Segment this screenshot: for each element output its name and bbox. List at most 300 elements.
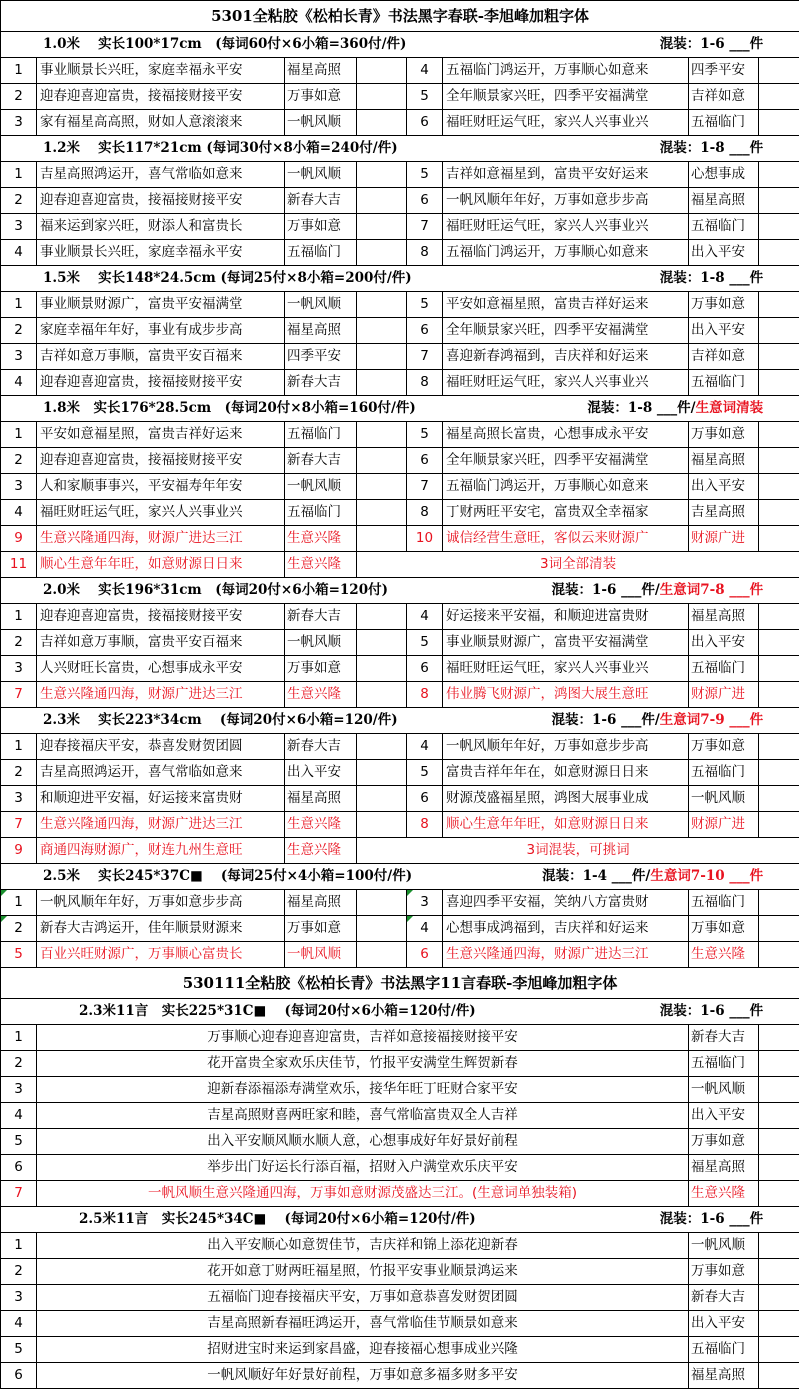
item-number: 10 [407,526,443,552]
couplet-tag: 出入平安 [689,474,759,500]
spacer-cell [357,84,407,110]
item-number: 5 [407,630,443,656]
spacer-cell [759,1363,799,1389]
table-row [1,1337,799,1363]
table-row [1,942,799,968]
item-number: 3 [1,214,37,240]
table-row [1,890,799,916]
couplet-tag: 万事如意 [689,292,759,318]
item-number: 5 [1,1129,37,1155]
spacer-cell [357,812,407,838]
couplet-tag: 吉祥如意 [689,84,759,110]
mix-text: 混装：1-6 ___件/ [551,712,659,728]
item-number: 6 [407,318,443,344]
table-row [1,500,799,526]
item-number: 6 [1,1363,37,1389]
item-number: 3 [1,656,37,682]
spacer-cell [357,630,407,656]
spacer-cell [759,162,799,188]
couplet-text: 诚信经营生意旺，客似云来财源广 [443,526,689,552]
table-row [1,1233,799,1259]
couplet-tag: 五福临门 [689,370,759,396]
spacer-cell [759,604,799,630]
couplet-text: 平安如意福星照，富贵吉祥好运来 [37,422,285,448]
couplet-tag: 一帆风顺 [285,110,357,136]
row-note: 3词全部清装 [357,552,799,578]
couplet-text: 吉星高照鸿运开，喜气常临如意来 [37,162,285,188]
mix-red-text: 生意词7-9 ___件 [660,712,763,728]
couplet-text: 吉星高照新春福旺鸿运开，喜气常临佳节顺景如意来 [37,1311,689,1337]
table-row [1,240,799,266]
couplet-tag: 一帆风顺 [689,1077,759,1103]
item-number: 4 [1,370,37,396]
table-row [1,214,799,240]
spacer-cell [759,682,799,708]
couplet-tag: 一帆风顺 [689,786,759,812]
spacer-cell [759,58,799,84]
spacer-cell [759,630,799,656]
table-row [1,760,799,786]
spacer-cell [759,1103,799,1129]
table-row [1,1363,799,1389]
couplet-tag: 吉祥如意 [689,344,759,370]
item-number: 4 [1,240,37,266]
mix-text: 混装：1-8 ___件 [660,270,763,286]
section-header-11 [1,1207,799,1233]
couplet-text: 一帆风顺生意兴隆通四海，万事如意财源茂盛达三江。(生意词单独装箱) [37,1181,689,1207]
table-row [1,422,799,448]
item-number: 6 [407,188,443,214]
item-number: 1 [1,1025,37,1051]
table-row [1,84,799,110]
couplet-text: 事业顺景财源广，富贵平安福满堂 [443,630,689,656]
couplet-tag: 万事如意 [689,916,759,942]
couplet-tag: 出入平安 [689,318,759,344]
table-row [1,58,799,84]
spacer-cell [357,890,407,916]
couplet-tag: 新春大吉 [285,448,357,474]
table-row [1,786,799,812]
spacer-cell [759,448,799,474]
section-header-11 [1,999,799,1025]
item-number: 2 [1,448,37,474]
spacer-cell [759,292,799,318]
couplet-text: 吉星高照鸿运开，喜气常临如意来 [37,760,285,786]
item-number: 5 [407,84,443,110]
spacer-cell [759,84,799,110]
spacer-cell [759,1155,799,1181]
couplet-text: 平安如意福星照，富贵吉祥好运来 [443,292,689,318]
sheet-body [1,1,799,1389]
couplet-text: 生意兴隆通四海，财源广进达三江 [37,682,285,708]
mix-red-text: 生意词清装 [696,400,764,416]
item-number: 9 [1,526,37,552]
couplet-tag: 生意兴隆 [285,812,357,838]
item-number: 5 [407,162,443,188]
item-number: 2 [1,760,37,786]
couplet-text: 事业顺景长兴旺，家庭幸福永平安 [37,240,285,266]
section-spec: 1.2米 实长117*21cm (每词30付×8小箱=240付/件) [1,136,398,161]
table-row [1,526,799,552]
couplet-text: 迎春接福庆平安，恭喜发财贺团圆 [37,734,285,760]
spacer-cell [357,292,407,318]
couplet-tag: 出入平安 [689,240,759,266]
couplet-tag: 五福临门 [689,656,759,682]
section-spec: 1.8米 实长176*28.5cm (每词20付×8小箱=160付/件) [1,396,416,421]
spacer-cell [759,1051,799,1077]
couplet-tag: 五福临门 [689,760,759,786]
item-number: 4 [407,916,443,942]
spacer-cell [759,1025,799,1051]
section-header [1,32,799,58]
couplet-text: 举步出门好运长行添百福，招财入户满堂欢乐庆平安 [37,1155,689,1181]
table-row [1,110,799,136]
couplet-text: 丁财两旺平安宅，富贵双全幸福家 [443,500,689,526]
spacer-cell [759,656,799,682]
section-header-cell [1,864,799,890]
row-note: 3词混装，可挑词 [357,838,799,864]
table-row [1,916,799,942]
mix-note [660,32,799,57]
spacer-cell [759,240,799,266]
spacer-cell [357,604,407,630]
couplet-text: 喜迎四季平安福，笑纳八方富贵财 [443,890,689,916]
item-number: 1 [1,292,37,318]
table-row [1,682,799,708]
couplet-tag: 新春大吉 [285,370,357,396]
couplet-tag: 出入平安 [689,1311,759,1337]
spacer-cell [357,500,407,526]
item-number: 11 [1,552,37,578]
couplet-text: 出入平安顺心如意贺佳节，吉庆祥和锦上添花迎新春 [37,1233,689,1259]
item-number: 6 [407,656,443,682]
couplet-text: 迎新春添福添寿满堂欢乐，接华年旺丁旺财合家平安 [37,1077,689,1103]
section-header [1,578,799,604]
couplet-tag: 一帆风顺 [285,162,357,188]
couplet-tag: 福星高照 [689,1155,759,1181]
section-header-cell [1,708,799,734]
spacer-cell [759,1337,799,1363]
couplet-text: 一帆风顺年年好，万事如意步步高 [443,188,689,214]
spacer-cell [759,214,799,240]
spacer-cell [759,344,799,370]
couplet-tag: 万事如意 [689,734,759,760]
table-row [1,1103,799,1129]
item-number: 3 [1,344,37,370]
section-header-inner [1,136,799,161]
couplet-tag: 福星高照 [285,890,357,916]
couplet-tag: 五福临门 [689,890,759,916]
section-header-inner [1,578,799,603]
couplet-tag: 生意兴隆 [285,682,357,708]
item-number: 8 [407,240,443,266]
couplet-tag: 万事如意 [689,422,759,448]
couplet-tag: 万事如意 [285,84,357,110]
couplet-text: 出入平安顺风顺水顺人意，心想事成好年好景好前程 [37,1129,689,1155]
couplet-text: 顺心生意年年旺，如意财源日日来 [37,552,285,578]
couplet-tag: 万事如意 [689,1259,759,1285]
table-row [1,1155,799,1181]
couplet-tag: 一帆风顺 [285,292,357,318]
couplet-text: 人和家顺事事兴，平安福寿年年安 [37,474,285,500]
couplet-tag: 财源广进 [689,812,759,838]
section-header-cell [1,578,799,604]
couplet-text: 百业兴旺财源广，万事顺心富贵长 [37,942,285,968]
spacer-cell [357,942,407,968]
couplet-text: 迎春迎喜迎富贵，接福接财接平安 [37,84,285,110]
item-number: 6 [407,942,443,968]
mix-text: 混装：1-6 ___件/ [551,582,659,598]
table-row [1,1181,799,1207]
item-number: 7 [1,682,37,708]
couplet-text: 人兴财旺长富贵，心想事成永平安 [37,656,285,682]
spacer-cell [759,1129,799,1155]
sheet-title-11 [1,968,799,999]
couplet-tag: 五福临门 [689,1051,759,1077]
couplet-tag: 五福临门 [689,110,759,136]
couplet-text: 喜迎新春鸿福到，吉庆祥和好运来 [443,344,689,370]
item-number: 6 [407,786,443,812]
couplet-tag: 财源广进 [689,682,759,708]
couplet-text: 生意兴隆通四海，财源广进达三江 [443,942,689,968]
couplet-tag: 新春大吉 [285,188,357,214]
spacer-cell [759,734,799,760]
couplet-tag: 福星高照 [285,58,357,84]
section-spec: 2.5米11言 实长245*34C■ (每词20付×6小箱=120付/件) [1,1207,476,1232]
couplet-text: 福旺财旺运气旺，家兴人兴事业兴 [443,370,689,396]
couplet-text: 福旺财旺运气旺，家兴人兴事业兴 [37,500,285,526]
couplet-text: 商通四海财源广，财连九州生意旺 [37,838,285,864]
section-header [1,864,799,890]
item-number: 2 [1,916,37,942]
spacer-cell [759,1259,799,1285]
table-row [1,1259,799,1285]
couplet-tag: 出入平安 [689,1103,759,1129]
spacer-cell [357,422,407,448]
item-number: 7 [1,1181,37,1207]
spacer-cell [759,474,799,500]
section-header-11-cell [1,1207,799,1233]
item-number: 2 [1,630,37,656]
spacer-cell [759,1233,799,1259]
table-row [1,1285,799,1311]
section-header-inner [1,708,799,733]
mix-note [551,708,799,733]
couplet-tag: 福星高照 [689,448,759,474]
spacer-cell [357,526,407,552]
couplet-text: 吉祥如意福星到，富贵平安好运来 [443,162,689,188]
couplet-text: 五福临门鸿运开，万事顺心如意来 [443,240,689,266]
section-header-cell [1,266,799,292]
item-number: 7 [1,812,37,838]
couplet-tag: 一帆风顺 [285,942,357,968]
spacer-cell [759,318,799,344]
item-number: 3 [1,110,37,136]
table-row [1,448,799,474]
mix-text: 混装：1-6 ___件 [660,1211,763,1227]
couplet-text: 一帆风顺年年好，万事如意步步高 [37,890,285,916]
spacer-cell [759,526,799,552]
item-number: 7 [407,344,443,370]
item-number: 3 [1,474,37,500]
spacer-cell [357,110,407,136]
spacer-cell [759,1181,799,1207]
couplet-text: 万事顺心迎春迎喜迎富贵，吉祥如意接福接财接平安 [37,1025,689,1051]
couplet-text: 招财进宝时来运到家昌盛，迎春接福心想事成业兴隆 [37,1337,689,1363]
table-row [1,812,799,838]
sheet-title [1,1,799,32]
couplet-text: 全年顺景家兴旺，四季平安福满堂 [443,84,689,110]
couplet-text: 吉星高照财喜两旺家和睦，喜气常临富贵双全人吉祥 [37,1103,689,1129]
item-number: 2 [1,1051,37,1077]
table-row [1,344,799,370]
couplet-tag: 生意兴隆 [285,526,357,552]
spacer-cell [357,786,407,812]
item-number: 4 [1,1311,37,1337]
couplet-text: 迎春迎喜迎富贵，接福接财接平安 [37,370,285,396]
mix-note [587,396,799,421]
couplet-tag: 新春大吉 [689,1285,759,1311]
section-header-inner [1,999,799,1024]
spacer-cell [357,734,407,760]
section-header-cell [1,396,799,422]
item-number: 1 [1,604,37,630]
spacer-cell [357,760,407,786]
couplet-text: 顺心生意年年旺，如意财源日日来 [443,812,689,838]
couplet-text: 生意兴隆通四海，财源广进达三江 [37,526,285,552]
couplet-tag: 一帆风顺 [689,1233,759,1259]
item-number: 8 [407,682,443,708]
table-row [1,552,799,578]
table-row [1,734,799,760]
mix-note [542,864,799,889]
couplet-text: 福来运到家兴旺，财添人和富贵长 [37,214,285,240]
spacer-cell [357,370,407,396]
section-spec: 2.5米 实长245*37C■ (每词25付×4小箱=100付/件) [1,864,412,889]
couplet-tag: 福星高照 [689,188,759,214]
couplet-text: 五福临门鸿运开，万事顺心如意来 [443,474,689,500]
section-header-cell [1,136,799,162]
spacer-cell [357,214,407,240]
item-number: 2 [1,188,37,214]
couplet-tag: 四季平安 [689,58,759,84]
spacer-cell [357,344,407,370]
item-number: 6 [407,110,443,136]
couplet-text: 福旺财旺运气旺，家兴人兴事业兴 [443,110,689,136]
couplet-tag: 福星高照 [285,786,357,812]
couplet-text: 福星高照长富贵，心想事成永平安 [443,422,689,448]
section-spec: 2.3米11言 实长225*31C■ (每词20付×6小箱=120付/件) [1,999,476,1024]
couplet-text: 全年顺景家兴旺，四季平安福满堂 [443,448,689,474]
couplet-tag: 万事如意 [285,656,357,682]
item-number: 4 [1,1103,37,1129]
couplet-tag: 一帆风顺 [285,630,357,656]
couplet-tag: 万事如意 [689,1129,759,1155]
item-number: 1 [1,734,37,760]
item-number: 3 [407,890,443,916]
couplet-text: 一帆风顺年年好，万事如意步步高 [443,734,689,760]
item-number: 8 [407,500,443,526]
item-number: 7 [407,474,443,500]
spacer-cell [759,422,799,448]
section-header-inner [1,396,799,421]
couplet-text: 家有福星高高照，财如人意滚滚来 [37,110,285,136]
section-header [1,266,799,292]
spacer-cell [357,682,407,708]
mix-red-text: 生意词7-8 ___件 [660,582,763,598]
spacer-cell [759,500,799,526]
spacer-cell [357,58,407,84]
item-number: 8 [407,812,443,838]
mix-note [660,1207,799,1232]
sheet-title-cell: 5301全粘胶《松柏长青》书法黑字春联-李旭峰加粗字体 [1,1,799,32]
item-number: 3 [1,786,37,812]
table-row [1,162,799,188]
item-number: 5 [407,292,443,318]
couplet-text: 家庭幸福年年好，事业有成步步高 [37,318,285,344]
couplet-text: 吉祥如意万事顺，富贵平安百福来 [37,630,285,656]
couplet-tag: 万事如意 [285,916,357,942]
table-row [1,318,799,344]
section-header [1,708,799,734]
table-row [1,1051,799,1077]
spacer-cell [759,942,799,968]
couplet-text: 迎春迎喜迎富贵，接福接财接平安 [37,188,285,214]
item-number: 6 [1,1155,37,1181]
item-number: 3 [1,1077,37,1103]
couplet-text: 福旺财旺运气旺，家兴人兴事业兴 [443,214,689,240]
table-row [1,188,799,214]
spacer-cell [759,760,799,786]
spacer-cell [759,370,799,396]
couplet-text: 福旺财旺运气旺，家兴人兴事业兴 [443,656,689,682]
table-row [1,656,799,682]
couplet-text: 和顺迎进平安福，好运接来富贵财 [37,786,285,812]
couplet-text: 迎春迎喜迎富贵，接福接财接平安 [37,448,285,474]
couplet-text: 伟业腾飞财源广，鸿图大展生意旺 [443,682,689,708]
couplet-tag: 生意兴隆 [689,942,759,968]
section-spec: 1.5米 实长148*24.5cm (每词25付×8小箱=200付/件) [1,266,412,291]
mix-red-text: 生意词7-10 ___件 [650,868,763,884]
couplet-tag: 五福临门 [285,500,357,526]
couplet-text: 事业顺景长兴旺，家庭幸福永平安 [37,58,285,84]
spacer-cell [357,656,407,682]
mix-text: 混装：1-4 ___件/ [542,868,650,884]
couplet-text: 迎春迎喜迎富贵，接福接财接平安 [37,604,285,630]
table-row [1,1077,799,1103]
table-row [1,370,799,396]
couplet-text: 一帆风顺好年好景好前程，万事如意多福多财多平安 [37,1363,689,1389]
couplet-tag: 心想事成 [689,162,759,188]
item-number: 4 [1,500,37,526]
sheet-title-11-cell: 530111全粘胶《松柏长青》书法黑字11言春联-李旭峰加粗字体 [1,968,799,999]
couplet-text: 新春大吉鸿运开，佳年顺景财源来 [37,916,285,942]
couplet-tag: 新春大吉 [285,604,357,630]
section-header-inner [1,32,799,57]
item-number: 4 [407,58,443,84]
mix-note [551,578,799,603]
couplet-tag: 福星高照 [689,604,759,630]
item-number: 5 [1,942,37,968]
mix-note [660,136,799,161]
item-number: 5 [1,1337,37,1363]
section-spec: 1.0米 实长100*17cm (每词60付×6小箱=360付/件) [1,32,406,57]
couplet-tag: 福星高照 [689,1363,759,1389]
couplet-text: 生意兴隆通四海，财源广进达三江 [37,812,285,838]
couplet-tag: 生意兴隆 [285,838,357,864]
section-header [1,396,799,422]
item-number: 8 [407,370,443,396]
